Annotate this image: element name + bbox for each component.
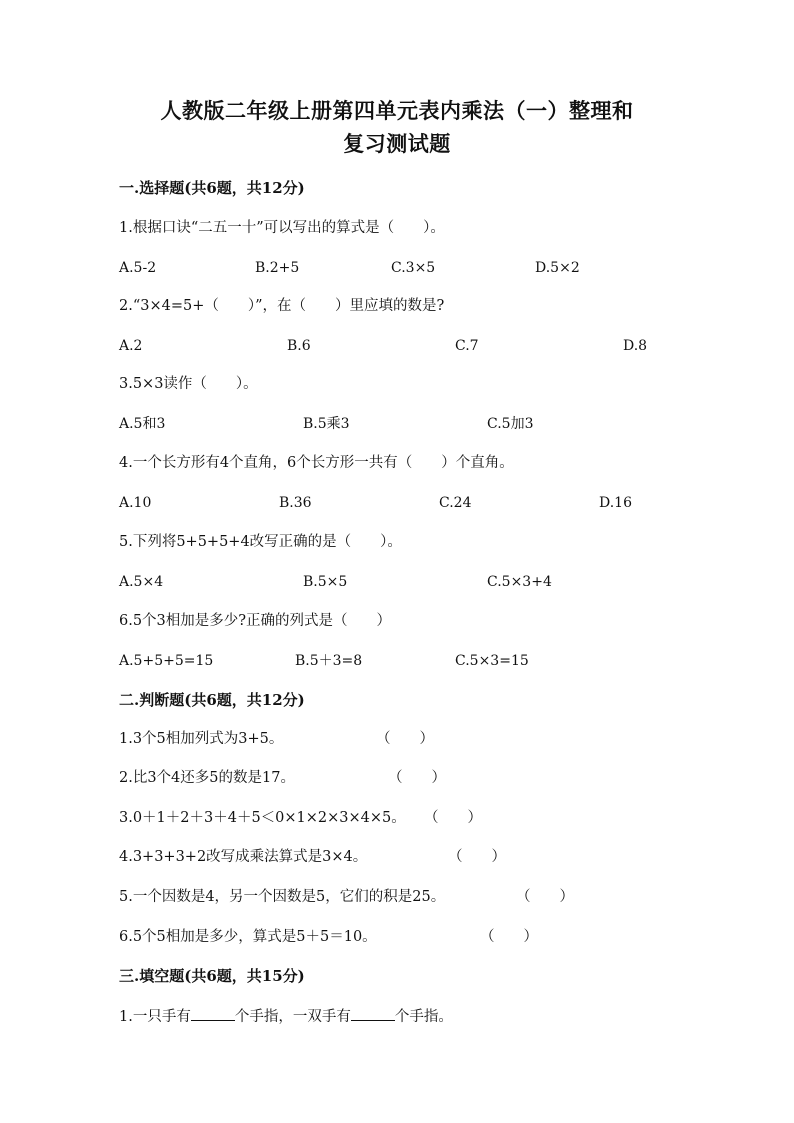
question-stem: 2.“3×4=5+（ ）”，在（ ）里应填的数是? <box>119 298 445 314</box>
question-stem: 4.一个长方形有4个直角，6个长方形一共有（ ）个直角。 <box>119 455 514 471</box>
option-d: D.5×2 <box>535 260 580 276</box>
judgment-item: 3.0＋1＋2＋3＋4＋5＜0×1×2×3×4×5。 <box>119 810 406 826</box>
fill-question <box>119 1006 453 1027</box>
answer-blank[interactable] <box>191 1006 235 1021</box>
option-b: B.6 <box>287 338 311 354</box>
judgment-item: 2.比3个4还多5的数是17。 <box>119 770 295 786</box>
option-b: B.2+5 <box>255 260 300 276</box>
option-b: B.5×5 <box>303 574 348 590</box>
section-heading-fill: 三.填空题(共6题，共15分) <box>119 967 305 985</box>
question-stem: 6.5个3相加是多少?正确的列式是（ ） <box>119 613 392 629</box>
option-a: A.5-2 <box>119 260 157 276</box>
option-d: D.16 <box>599 495 632 511</box>
answer-paren[interactable]: （ ） <box>424 810 482 826</box>
question-stem: 5.下列将5+5+5+4改写正确的是（ ）。 <box>119 534 402 550</box>
judgment-item: 1.3个5相加列式为3+5。 <box>119 731 284 747</box>
option-c: C.3×5 <box>391 260 436 276</box>
page-title-line2: 复习测试题 <box>343 131 451 156</box>
option-a: A.10 <box>119 495 152 511</box>
option-a: A.5×4 <box>119 574 164 590</box>
answer-paren[interactable]: （ ） <box>388 770 446 786</box>
option-c: C.5×3=15 <box>455 653 529 669</box>
answer-blank[interactable] <box>351 1006 395 1021</box>
fill-text-2: 个手指，一双手有 <box>234 1009 351 1025</box>
answer-paren[interactable]: （ ） <box>480 929 538 945</box>
answer-paren[interactable]: （ ） <box>516 889 574 905</box>
option-b: B.5乘3 <box>303 416 350 432</box>
option-b: B.36 <box>279 495 312 511</box>
question-stem: 3.5×3读作（ ）。 <box>119 376 258 392</box>
option-a: A.5和3 <box>119 416 166 432</box>
answer-paren[interactable]: （ ） <box>376 731 434 747</box>
page-title-line1: 人教版二年级上册第四单元表内乘法（一）整理和 <box>160 98 634 123</box>
fill-text-3: 个手指。 <box>394 1009 453 1025</box>
option-a: A.5+5+5=15 <box>119 653 214 669</box>
question-stem: 1.根据口诀“二五一十”可以写出的算式是（ ）。 <box>119 220 445 236</box>
option-b: B.5＋3=8 <box>295 653 363 669</box>
option-a: A.2 <box>119 338 143 354</box>
option-d: D.8 <box>623 338 648 354</box>
answer-paren[interactable]: （ ） <box>448 849 506 865</box>
option-c: C.24 <box>439 495 472 511</box>
fill-text-1: 1.一只手有 <box>119 1009 191 1025</box>
option-c: C.7 <box>455 338 479 354</box>
judgment-item: 4.3+3+3+2改写成乘法算式是3×4。 <box>119 849 368 865</box>
option-c: C.5加3 <box>487 416 534 432</box>
section-heading-choice: 一.选择题(共6题，共12分) <box>119 179 305 197</box>
section-heading-judgment: 二.判断题(共6题，共12分) <box>119 691 305 709</box>
option-c: C.5×3+4 <box>487 574 552 590</box>
judgment-item: 6.5个5相加是多少，算式是5＋5＝10。 <box>119 929 377 945</box>
judgment-item: 5.一个因数是4，另一个因数是5，它们的积是25。 <box>119 889 446 905</box>
